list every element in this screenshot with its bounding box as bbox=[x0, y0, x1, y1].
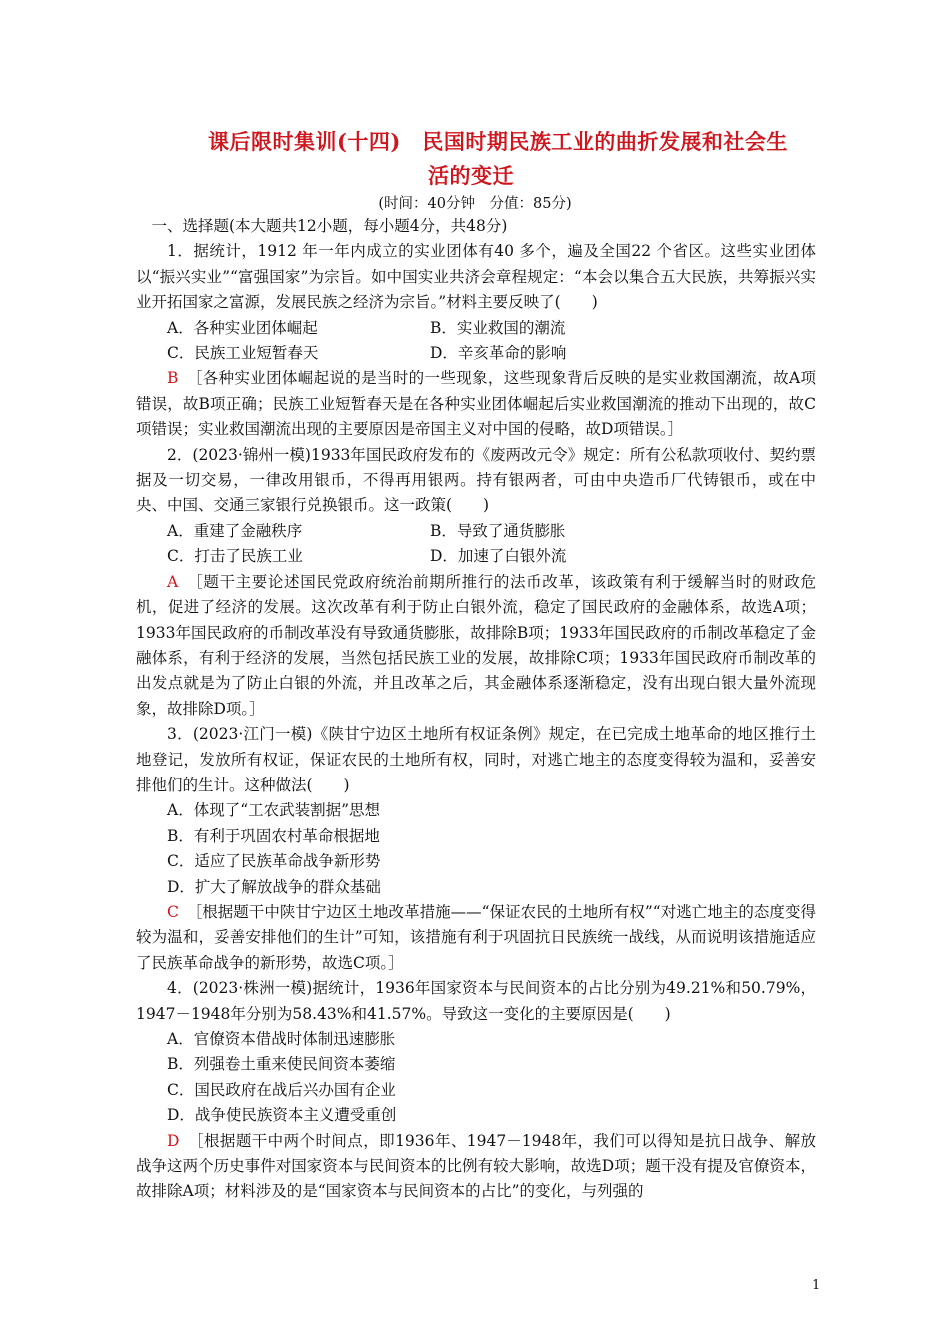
q4-explanation-text: ［根据题干中两个时间点，即1936年、1947－1948年，我们可以得知是抗日战争、解放战争这两个历史事件对国家资本与民间资本的比例有较大影响，故选D项；题干没有提及官僚资本，故排除A项；材料涉及的是“国家资本与民间资本的占比”的变化，与列强的 bbox=[136, 1131, 816, 1201]
q4-option-a[interactable]: A．官僚资本借战时体制迅速膨胀 bbox=[167, 1030, 396, 1048]
question-2-options-row2 bbox=[136, 544, 816, 569]
q1-answer: B bbox=[167, 369, 179, 388]
q2-explanation-text: ［题干主要论述国民党政府统治前期所推行的法币改革，该政策有利于缓解当时的财政危机，促进了经济的发展。这次改革有利于防止白银外流，稳定了国民政府的金融体系，故选A项；1933年国民政府的币制改革没有导致通货膨胀，故排除B项；1933年国民政府的币制改革稳定了金融体系，有利于经济的发展，当然包括民族工业的发展，故排除C项；1933年国民政府币制改革的出发点就是为了防止白银的外流，并且改革之后，其金融体系逐渐稳定，没有出现白银大量外流现象，故排除D项。］ bbox=[136, 572, 816, 718]
question-3-stem: 3．(2023·江门一模)《陕甘宁边区土地所有权证条例》规定，在已完成土地革命的地区推行土地登记，发放所有权证，保证农民的土地所有权，同时，对逃亡地主的态度变得较为温和，妥善安排他们的生计。这种做法( ) bbox=[136, 725, 816, 794]
q3-option-c[interactable]: C．适应了民族革命战争新形势 bbox=[167, 852, 381, 871]
q4-option-c[interactable]: C．国民政府在战后兴办国有企业 bbox=[167, 1080, 396, 1099]
q2-option-b[interactable]: B．导致了通货膨胀 bbox=[430, 521, 566, 540]
question-1-options-row2 bbox=[136, 341, 816, 366]
time-score-info: (时间：40分钟 分值：85分) bbox=[378, 196, 572, 212]
question-2-options-row1 bbox=[136, 519, 816, 544]
q3-answer: C bbox=[167, 902, 179, 921]
q2-answer: A bbox=[167, 572, 179, 591]
question-1-explanation bbox=[136, 366, 816, 442]
section-heading: 一、选择题(本大题共12小题，每小题4分，共48分) bbox=[151, 217, 508, 235]
question-4-stem: 4．(2023·株洲一模)据统计，1936年国家资本与民间资本的占比分别为49.21%和50.79%，1947－1948年分别为58.43%和41.57%。导致这一变化的主要原因是( ) bbox=[136, 979, 816, 1023]
q1-option-a[interactable]: A．各种实业团体崛起 bbox=[167, 318, 318, 337]
q3-option-d[interactable]: D．扩大了解放战争的群众基础 bbox=[167, 877, 381, 896]
q1-explanation-text: ［各种实业团体崛起说的是当时的一些现象，这些现象背后反映的是实业救国潮流，故A项错误，故B项正确；民族工业短暂春天是在各种实业团体崛起后实业救国潮流的推动下出现的，故C项错误；实业救国潮流出现的主要原因是帝国主义对中国的侵略，故D项错误。］ bbox=[136, 369, 816, 439]
q4-answer: D bbox=[167, 1131, 180, 1150]
page-number: 1 bbox=[812, 1278, 821, 1293]
q2-option-a[interactable]: A．重建了金融秩序 bbox=[167, 521, 303, 540]
question-3-explanation bbox=[136, 900, 816, 976]
q2-option-c[interactable]: C．打击了民族工业 bbox=[167, 547, 303, 566]
question-1-options-row1 bbox=[136, 316, 816, 341]
q3-explanation-text: ［根据题干中陕甘宁边区土地改革措施——“保证农民的土地所有权”“对逃亡地主的态度变得较为温和，妥善安排他们的生计”可知，该措施有利于巩固抗日民族统一战线，从而说明该措施适应了民族革命战争的新形势，故选C项。］ bbox=[136, 902, 816, 972]
q3-option-a[interactable]: A．体现了“工农武装割据”思想 bbox=[167, 801, 381, 820]
page-title: 课后限时集训(十四) 民国时期民族工业的曲折发展和社会生 bbox=[208, 129, 788, 154]
question-1-stem: 1．据统计，1912 年一年内成立的实业团体有40 多个，遍及全国22 个省区。这些实业团体以“振兴实业”“富强国家”为宗旨。如中国实业共济会章程规定：“本会以集合五大民族，共筹振兴实业开拓国家之富源，发展民族之经济为宗旨。”材料主要反映了( ) bbox=[136, 242, 816, 312]
q4-option-d[interactable]: D．战争使民族资本主义遭受重创 bbox=[167, 1106, 397, 1125]
q2-option-d[interactable]: D．加速了白银外流 bbox=[430, 547, 567, 566]
question-2-stem: 2．(2023·锦州一模)1933年国民政府发布的《废两改元令》规定：所有公私款项收付、契约票据及一切交易，一律改用银币，不得再用银两。持有银两者，可由中央造币厂代铸银币，或在中央、中国、交通三家银行兑换银币。这一政策( ) bbox=[136, 445, 816, 515]
q3-option-b[interactable]: B．有利于巩固农村革命根据地 bbox=[167, 826, 380, 845]
q4-option-b[interactable]: B．列强卷土重来使民间资本萎缩 bbox=[167, 1055, 396, 1074]
content-body bbox=[136, 214, 816, 1205]
question-4-explanation bbox=[136, 1129, 816, 1205]
question-2-explanation bbox=[136, 570, 816, 722]
page-title-continued: 活的变迁 bbox=[428, 163, 514, 188]
q1-option-b[interactable]: B．实业救国的潮流 bbox=[430, 318, 566, 337]
q1-option-c[interactable]: C．民族工业短暂春天 bbox=[167, 344, 319, 363]
q1-option-d[interactable]: D．辛亥革命的影响 bbox=[430, 344, 567, 363]
